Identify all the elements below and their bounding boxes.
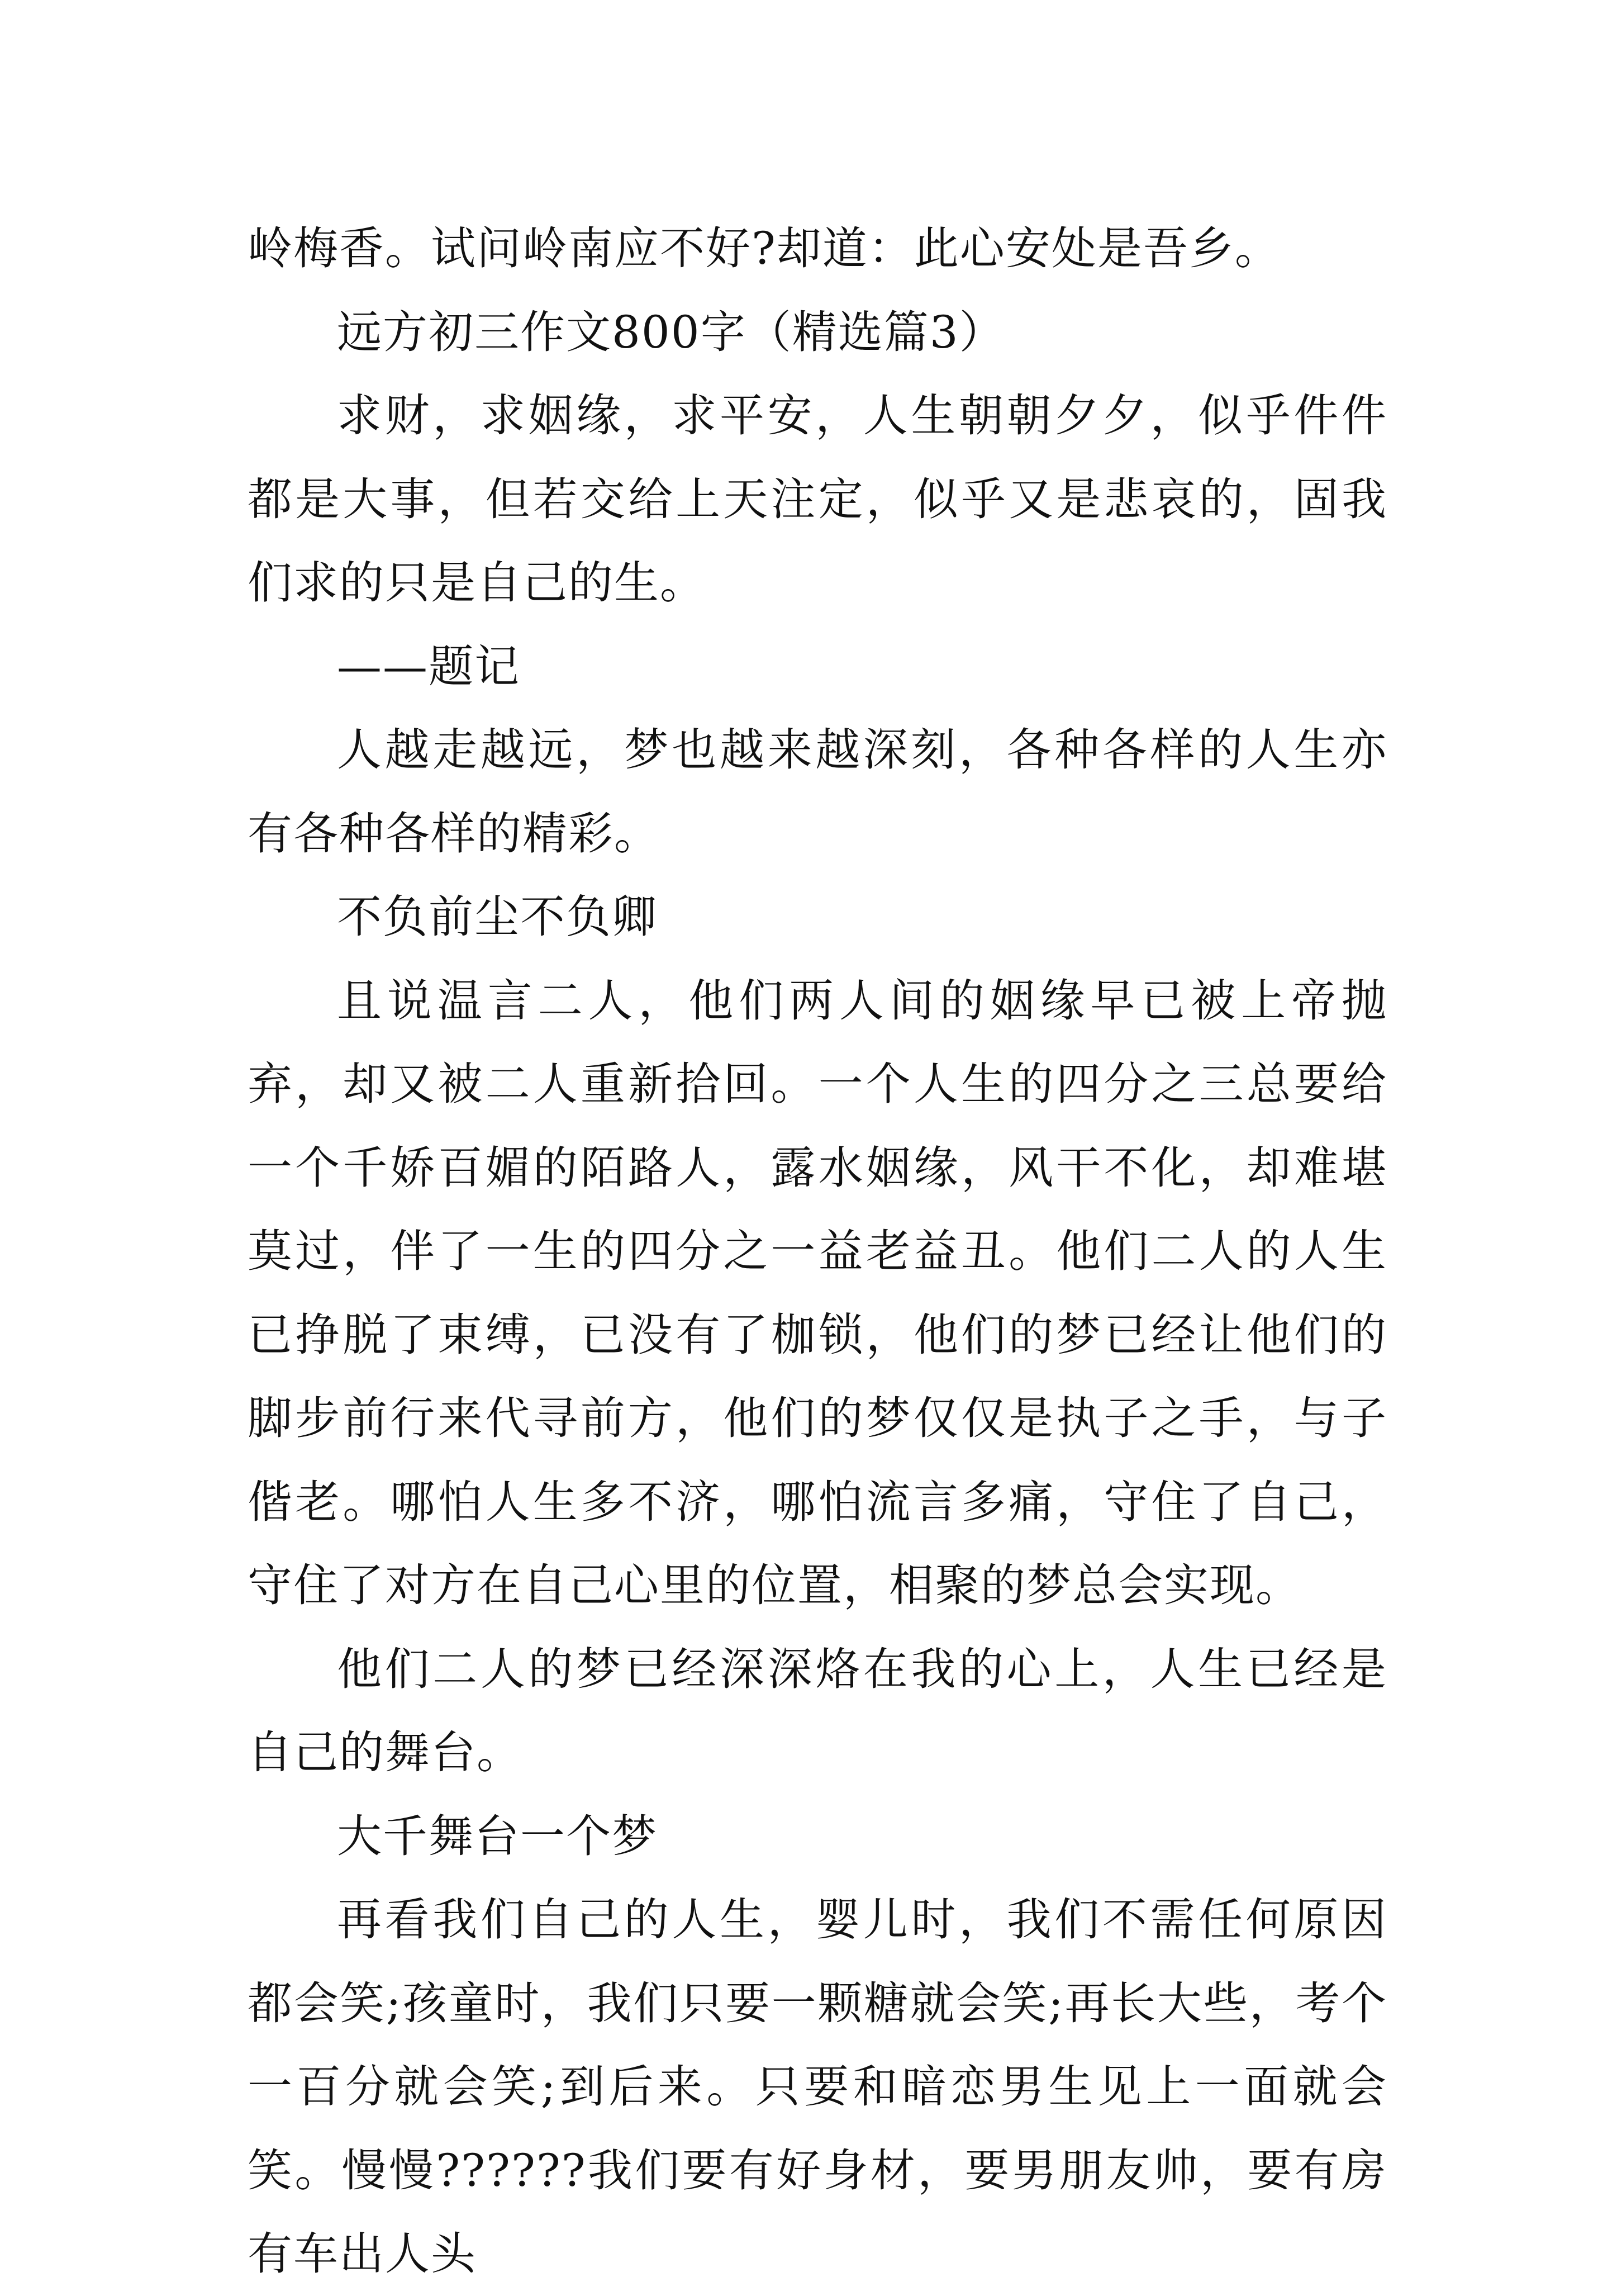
paragraph-epigraph: 求财，求姻缘，求平安，人生朝朝夕夕，似乎件件都是大事，但若交给上天注定，似乎又是悲哀的，固我们求的只是自己的生。 bbox=[248, 390, 1387, 609]
paragraph-story: 且说温言二人，他们两人间的姻缘早已被上帝抛弃，却又被二人重新拾回。一个人生的四分之三总要给一个千娇百媚的陌路人，露水姻缘，风干不化，却难堪莫过，伴了一生的四分之一益老益丑。他们二人的人生已挣脱了束缚，已没有了枷锁，他们的梦已经让他们的脚步前行来代寻前方，他们的梦仅仅是执子之手，与子偕老。哪怕人生多不济，哪怕流言多痛，守住了自己，守住了对方在自己心里的位置，相聚的梦总会实现。 bbox=[248, 974, 1387, 1611]
subheading-2: 大千舞台一个梦 bbox=[337, 1810, 658, 1862]
subheading-1: 不负前尘不负卿 bbox=[337, 891, 658, 943]
section-title-3: 远方初三作文800字（精选篇3） bbox=[337, 306, 1005, 358]
paragraph-growth: 再看我们自己的人生，婴儿时，我们不需任何原因都会笑;孩童时，我们只要一颗糖就会笑;再长大些，考个一百分就会笑;到后来。只要和暗恋男生见上一面就会笑。慢慢??????我们要有好身材，要男朋友帅，要有房有车出人头 bbox=[248, 1894, 1387, 2280]
document-body bbox=[248, 207, 1387, 2296]
paragraph-1: 岭梅香。试问岭南应不好?却道：此心安处是吾乡。 bbox=[248, 222, 1281, 274]
epigraph-attribution: ——题记 bbox=[337, 640, 520, 692]
paragraph-intro: 人越走越远，梦也越来越深刻，各种各样的人生亦有各种各样的精彩。 bbox=[248, 724, 1387, 860]
paragraph-reflection: 他们二人的梦已经深深烙在我的心上，人生已经是自己的舞台。 bbox=[248, 1643, 1387, 1778]
